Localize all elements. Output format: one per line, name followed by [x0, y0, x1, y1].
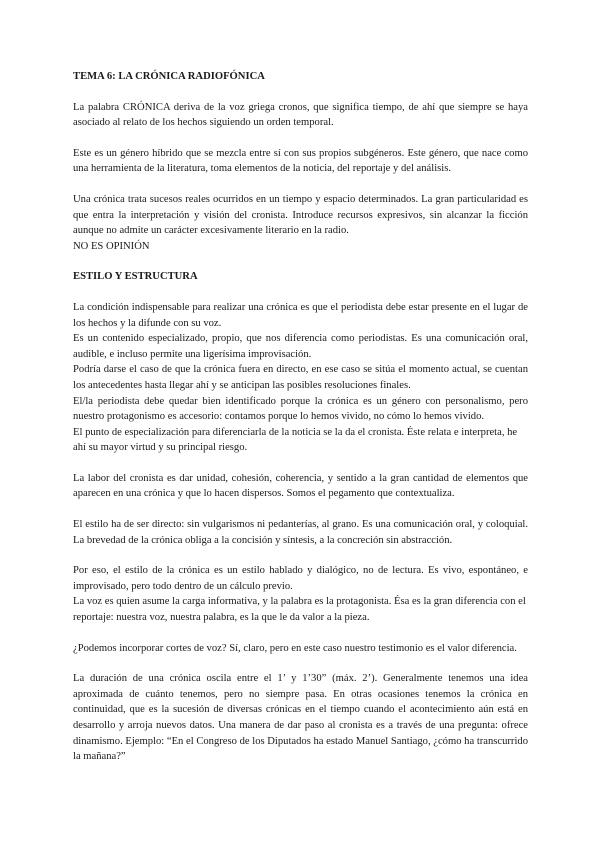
style-line-3: Podría darse el caso de que la crónica fuera en directo, en ese caso se sitúa el momento actual, se cuentan los antecedentes hasta llegar ahí y se anticipan las posibles resoluciones finales. [73, 364, 528, 391]
style-line-2: Es un contenido especializado, propio, que nos diferencia como periodistas. Es una comunicación oral, audible, e incluso permite una ligerísima improvisación. [73, 333, 528, 360]
hablado-line-2: La voz es quien asume la carga informativa, y la palabra es la protagonista. Ésa es la gran diferencia con el reportaje: nuestra voz, nuestra palabra, es la que le da valor a la pieza. [73, 596, 526, 624]
section-heading: ESTILO Y ESTRUCTURA [73, 271, 198, 283]
document-title: TEMA 6: LA CRÓNICA RADIOFÓNICA [73, 71, 265, 82]
hablado-block [73, 563, 528, 625]
duracion-paragraph: La duración de una crónica oscila entre el 1’ y 1’30” (máx. 2’). Generalmente tenemos una idea aproximada de cuánto tenemos, pero no siempre pasa. En otras ocasiones tenemos la crónica en continuidad, que es la sucesión de diversas crónicas en el tiempo cuando el acontecimiento aún está en desarrollo y arroja nuevos datos. Una manera de dar paso al cronista es a través de una pregunta: ofrece dinamismo. Ejemplo: “En el Congreso de los Diputados ha estado Manuel Santiago, ¿cómo ha transcurrido la mañana?” [73, 673, 528, 763]
cortes-paragraph: ¿Podemos incorporar cortes de voz? Sí, claro, pero en este caso nuestro testimonio es el valor diferencia. [73, 642, 517, 654]
style-block [73, 300, 528, 456]
labor-paragraph: La labor del cronista es dar unidad, cohesión, coherencia, y sentido a la gran cantidad de elementos que aparecen en una crónica y que lo hacen dispersos. Somos el pegamento que contextualiza. [73, 472, 528, 500]
style-line-1: La condición indispensable para realizar una crónica es que el periodista debe estar presente en el lugar de los hechos y la difunde con su voz. [73, 301, 528, 329]
hablado-line-1: Por eso, el estilo de la crónica es un estilo hablado y dialógico, no de lectura. Es vivo, espontáneo, e improvisado, pero todo dentro de un cálculo previo. [73, 565, 528, 592]
estilo-paragraph: El estilo ha de ser directo: sin vulgarismos ni pedanterías, al grano. Es una comunicación oral, y coloquial. La brevedad de la crónica obliga a la concisión y síntesis, a la concreción sin abstracción. [73, 519, 528, 546]
opinion-note: NO ES OPINIÓN [73, 240, 150, 252]
intro-paragraph-2: Este es un género híbrido que se mezcla entre sí con sus propios subgéneros. Este género, que nace como una herramienta de la literatura, toma elementos de la noticia, del reportaje y del análisis. [73, 147, 528, 175]
style-line-5: El punto de especialización para diferenciarla de la noticia se la da el cronista. Éste relata e interpreta, he ahí su mayor virtud y su principal riesgo. [73, 426, 518, 454]
intro-paragraph-3: Una crónica trata sucesos reales ocurridos en un tiempo y espacio determinados. La gran particularidad es que entra la interpretación y visión del cronista. Introduce recursos expresivos, sin alcanzar la ficción aunque no admite un carácter excesivamente literario en la radio. [73, 193, 528, 237]
document-page [73, 69, 528, 780]
intro-paragraph-1: La palabra CRÓNICA deriva de la voz griega cronos, que significa tiempo, de ahí que siempre se haya asociado al relato de los hechos siguiendo un orden temporal. [73, 101, 528, 129]
style-line-4: El/la periodista debe quedar bien identificado porque la crónica es un género con personalismo, pero nuestro protagonismo es accesorio: contamos porque lo hemos vivido, no cómo lo hemos vivido. [73, 395, 528, 423]
